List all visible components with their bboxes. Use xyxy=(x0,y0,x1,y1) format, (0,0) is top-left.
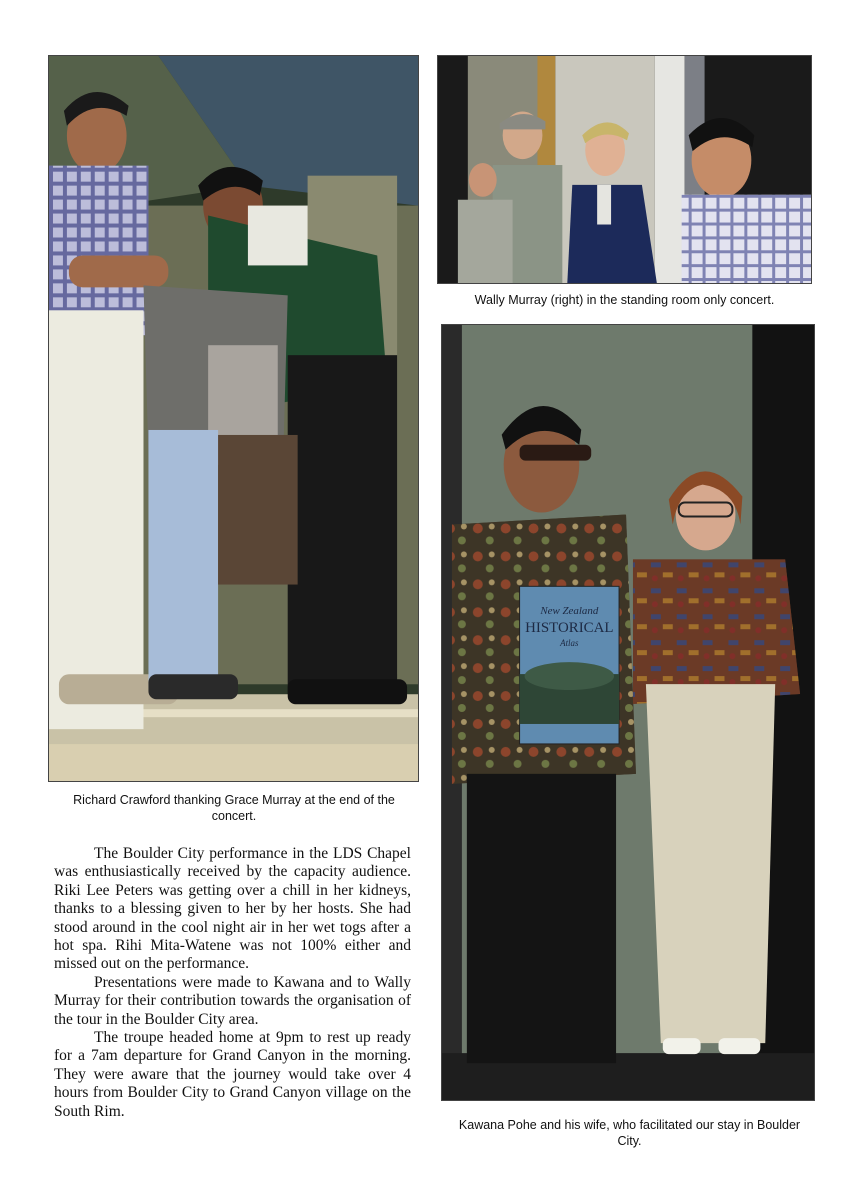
photo-bottom-right-image xyxy=(442,325,814,1100)
article-paragraph: The troupe headed home at 9pm to rest up ready for a 7am departure for Grand Canyon in the morning. They were aware that the journey would take over 4 hours from Boulder City to Grand Canyon village on the South Rim. xyxy=(54,1029,411,1120)
book-title-line1: New Zealand xyxy=(540,605,599,618)
photo-bottom-right-caption: Kawana Pohe and his wife, who facilitated our stay in Boulder City. xyxy=(458,1118,801,1148)
photo-left-image xyxy=(49,56,418,781)
photo-top-right-caption: Wally Murray (right) in the standing room only concert. xyxy=(474,293,775,307)
article-paragraph: The Boulder City performance in the LDS Chapel was enthusiastically received by the capacity audience. Riki Lee Peters was getting over a chill in her kidneys, thanks to a blessing given to her by her hosts. She had stood around in the cool night air in her wet togs after a hot spa. Rihi Mita-Watene was not 100% either and missed out on the performance. xyxy=(54,845,411,973)
book-title-line3: Atlas xyxy=(560,638,579,649)
photo-top-right-image xyxy=(438,56,811,283)
book-title-line2: HISTORICAL xyxy=(525,620,614,637)
article-paragraph: Presentations were made to Kawana and to Wally Murray for their contribution towards the organisation of the tour in the Boulder City area. xyxy=(54,973,411,1028)
photo-wally-murray-concert xyxy=(437,55,812,284)
photo-left-caption: Richard Crawford thanking Grace Murray at the end of the concert. xyxy=(73,793,395,823)
photo-crawford-thanking-murray xyxy=(48,55,419,782)
article-body xyxy=(54,845,411,1121)
photo-kawana-pohe-and-wife xyxy=(441,324,815,1101)
